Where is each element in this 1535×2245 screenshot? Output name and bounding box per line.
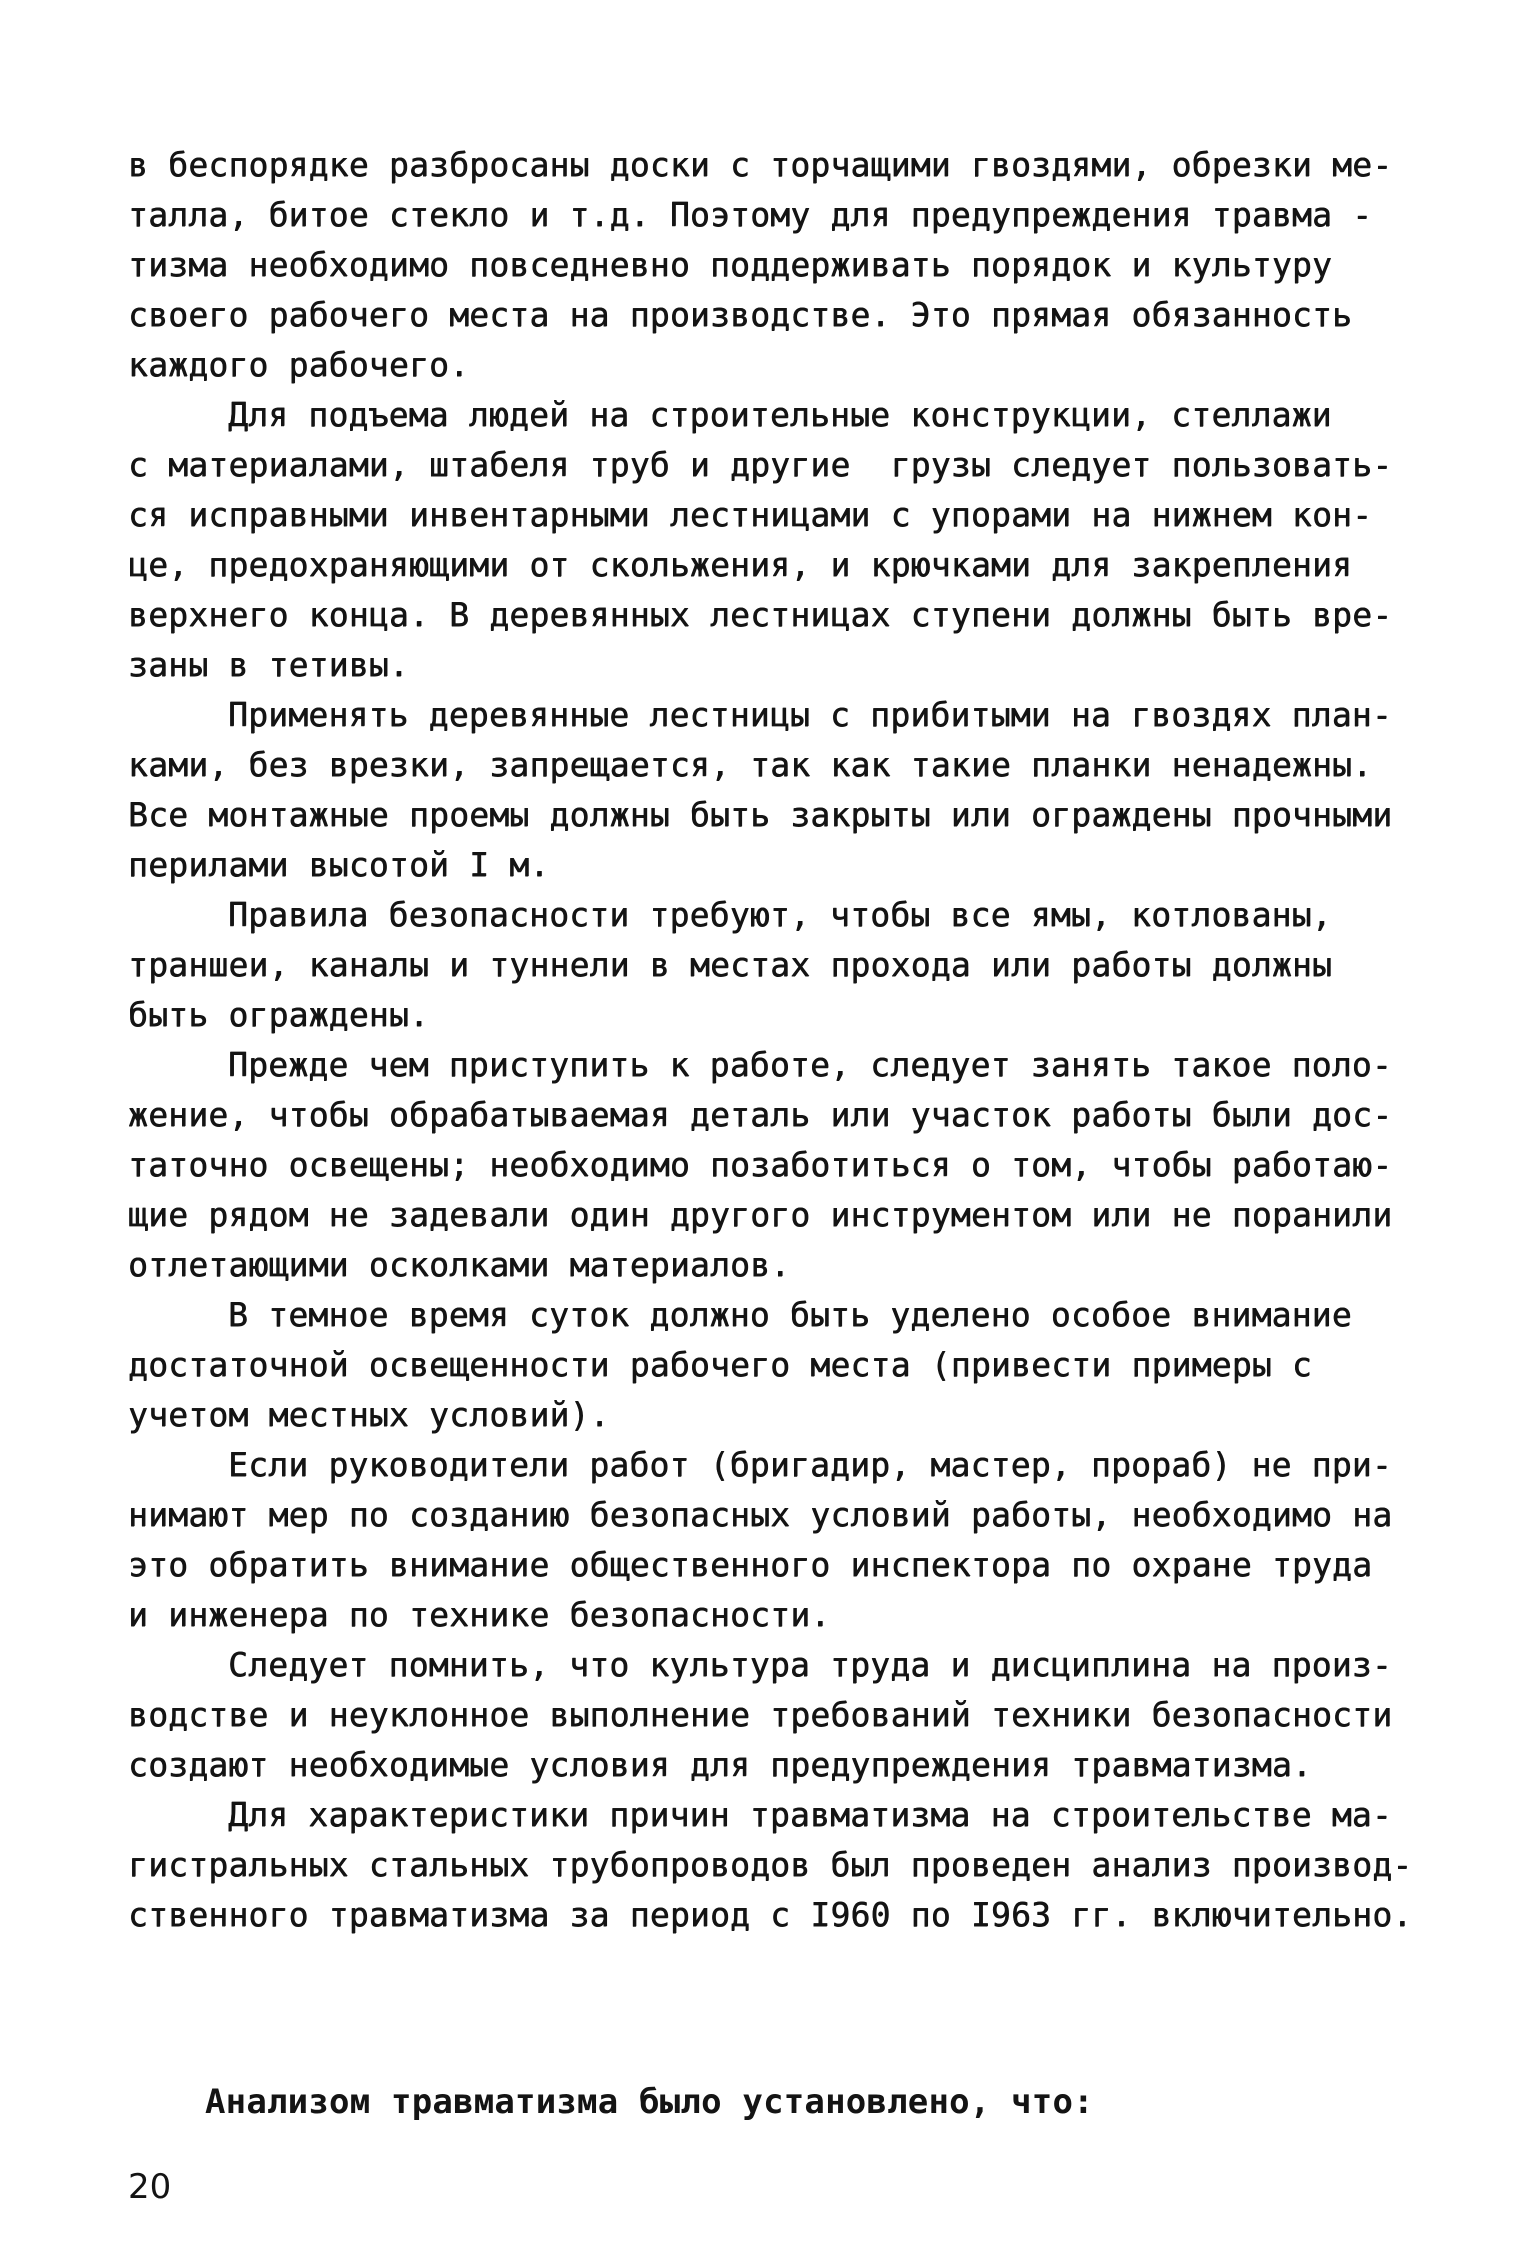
paragraph-start-line: Для характеристики причин травматизма на строительстве ма-	[228, 1795, 1392, 1834]
paragraph-start-line: Если руководители работ (бригадир, мастер, прораб) не при-	[228, 1445, 1392, 1484]
text-line: це, предохраняющими от скольжения, и крючками для закрепления	[128, 545, 1353, 584]
paragraph-start-line: Для подъема людей на строительные конструкции, стеллажи	[228, 395, 1332, 434]
text-line: гистральных стальных трубопроводов был проведен анализ производ-	[128, 1845, 1413, 1884]
text-line: ственного травматизма за период с I960 по I963 гг. включительно.	[128, 1895, 1413, 1934]
text-line: в беспорядке разбросаны доски с торчащими гвоздями, обрезки ме-	[128, 145, 1393, 184]
text-line: достаточной освещенности рабочего места (привести примеры с	[128, 1345, 1312, 1384]
text-line: талла, битое стекло и т.д. Поэтому для предупреждения травма -	[128, 195, 1373, 234]
paragraph-start-line: Применять деревянные лестницы с прибитыми на гвоздях план-	[228, 695, 1392, 734]
paragraph-start-line: Следует помнить, что культура труда и дисциплина на произ-	[228, 1645, 1392, 1684]
text-line: Все монтажные проемы должны быть закрыты или ограждены прочными	[128, 795, 1393, 834]
text-line: перилами высотой I м.	[128, 845, 550, 884]
text-line: нимают мер по созданию безопасных условий работы, необходимо на	[128, 1495, 1393, 1534]
text-line: жение, чтобы обрабатываемая деталь или участок работы были дос-	[128, 1095, 1393, 1134]
text-line: каждого рабочего.	[128, 345, 470, 384]
text-line: щие рядом не задевали один другого инструментом или не поранили	[128, 1195, 1393, 1234]
text-line: ся исправными инвентарными лестницами с упорами на нижнем кон-	[128, 495, 1373, 534]
text-line: верхнего конца. В деревянных лестницах ступени должны быть вре-	[128, 595, 1393, 634]
text-line: тизма необходимо повседневно поддерживать порядок и культуру	[128, 245, 1333, 284]
body-text	[128, 140, 1418, 1940]
text-line: быть ограждены.	[128, 995, 430, 1034]
paragraph-start-line: Прежде чем приступить к работе, следует занять такое поло-	[228, 1045, 1392, 1084]
paragraph-start-line: В темное время суток должно быть уделено особое внимание	[228, 1295, 1352, 1334]
text-line: с материалами, штабеля труб и другие грузы следует пользовать-	[128, 445, 1393, 484]
text-line: это обратить внимание общественного инспектора по охране труда	[128, 1545, 1373, 1584]
text-line: водстве и неуклонное выполнение требований техники безопасности	[128, 1695, 1393, 1734]
text-line: ками, без врезки, запрещается, так как такие планки ненадежны.	[128, 745, 1373, 784]
text-line: своего рабочего места на производстве. Это прямая обязанность	[128, 295, 1353, 334]
page-number: 20	[128, 2167, 172, 2207]
summary-lead-line: Анализом травматизма было установлено, что:	[205, 2082, 1094, 2122]
text-line: создают необходимые условия для предупреждения травматизма.	[128, 1745, 1312, 1784]
text-line: и инженера по технике безопасности.	[128, 1595, 831, 1634]
text-line: заны в тетивы.	[128, 645, 409, 684]
text-line: таточно освещены; необходимо позаботиться о том, чтобы работаю-	[128, 1145, 1393, 1184]
text-line: учетом местных условий).	[128, 1395, 610, 1434]
text-line: отлетающими осколками материалов.	[128, 1245, 791, 1284]
paragraph-start-line: Правила безопасности требуют, чтобы все ямы, котлованы,	[228, 895, 1332, 934]
text-line: траншеи, каналы и туннели в местах прохода или работы должны	[128, 945, 1333, 984]
